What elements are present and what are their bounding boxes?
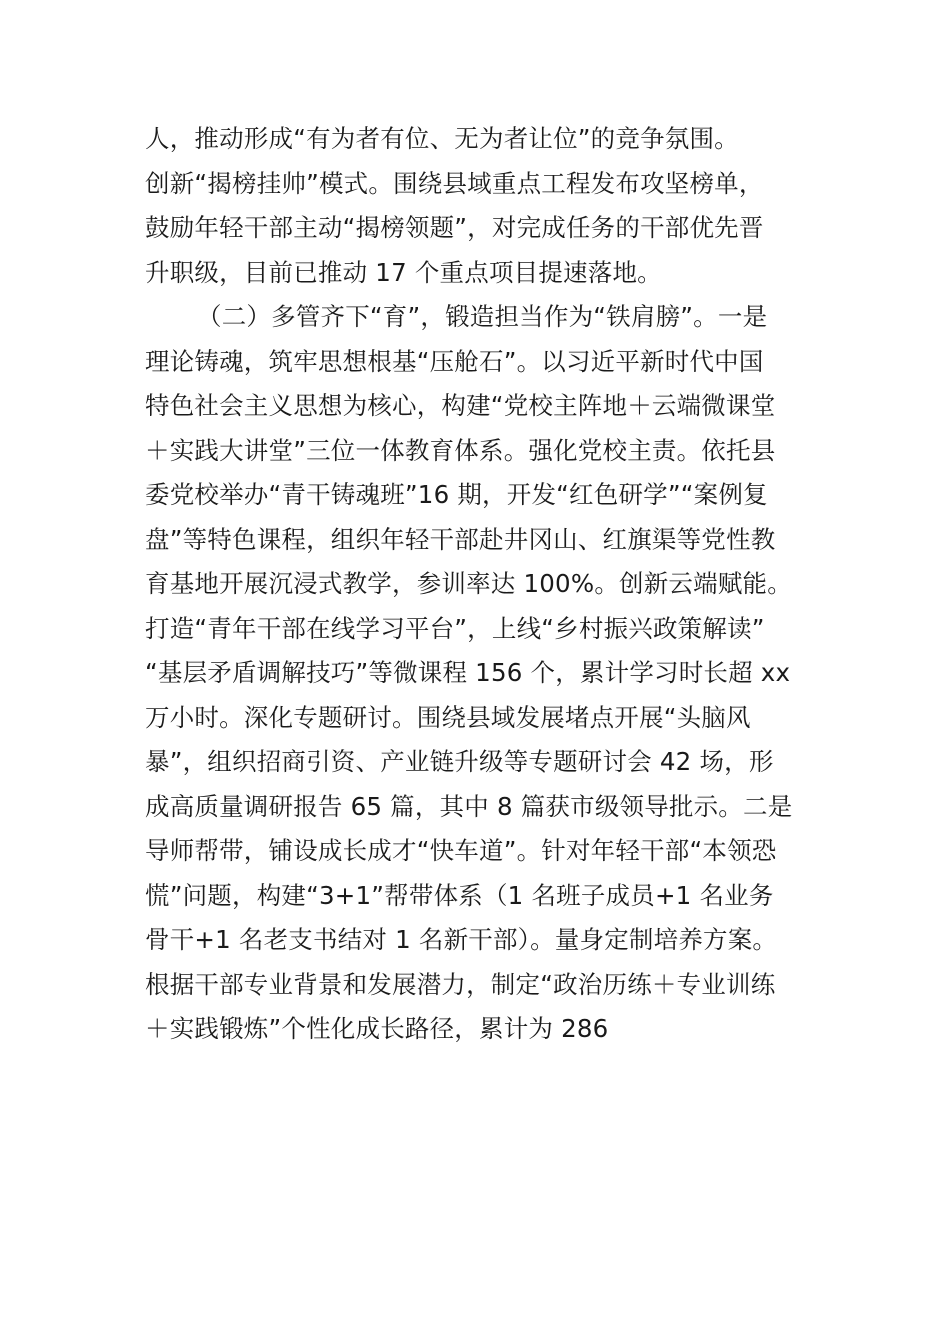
text-line-20: 根据干部专业背景和发展潜力，制定“政治历练＋专业训练 [145, 969, 776, 999]
text-line-7: 特色社会主义思想为核心，构建“党校主阵地＋云端微课堂 [145, 391, 776, 420]
text-line-18: 慌”问题，构建“3+1”帮带体系（1 名班子成员+1 名业务 [145, 880, 774, 910]
text-line-19: 骨干+1 名老支书结对 1 名新干部）。量身定制培养方案。 [145, 925, 778, 954]
text-line-4: 升职级，目前已推动 17 个重点项目提速落地。 [145, 257, 662, 287]
text-line-21: ＋实践锻炼”个性化成长路径，累计为 286 [145, 1014, 609, 1043]
text-line-8: ＋实践大讲堂”三位一体教育体系。强化党校主责。依托县 [145, 435, 776, 465]
text-line-1: 人，推动形成“有为者有位、无为者让位”的竞争氛围。 [145, 124, 739, 153]
text-line-9: 委党校举办“青干铸魂班”16 期，开发“红色研学”“案例复 [145, 480, 768, 509]
text-line-2: 创新“揭榜挂帅”模式。围绕县域重点工程发布攻坚榜单， [145, 168, 764, 198]
text-line-6: 理论铸魂，筑牢思想根基“压舱石”。以习近平新时代中国 [145, 346, 764, 376]
text-line-15: 暴”，组织招商引资、产业链升级等专题研讨会 42 场，形 [145, 747, 774, 776]
text-line-10: 盘”等特色课程，组织年轻干部赴井冈山、红旗渠等党性教 [145, 524, 776, 554]
text-line-17: 导师帮带，铺设成长成才“快车道”。针对年轻干部“本领恐 [145, 836, 777, 865]
text-line-13: “基层矛盾调解技巧”等微课程 156 个，累计学习时长超 xx [145, 658, 791, 687]
text-line-12: 打造“青年干部在线学习平台”，上线“乡村振兴政策解读” [145, 613, 765, 643]
text-line-3: 鼓励年轻干部主动“揭榜领题”，对完成任务的干部优先晋 [145, 213, 764, 242]
text-line-11: 育基地开展沉浸式教学，参训率达 100%。创新云端赋能。 [145, 569, 792, 598]
text-line-16: 成高质量调研报告 65 篇，其中 8 篇获市级领导批示。二是 [145, 791, 793, 821]
body-text [145, 117, 815, 1052]
section-heading-line: （二）多管齐下“育”，锻造担当作为“铁肩膀”。一是 [197, 302, 768, 331]
text-line-14: 万小时。深化专题研讨。围绕县域发展堵点开展“头脑风 [145, 702, 751, 732]
